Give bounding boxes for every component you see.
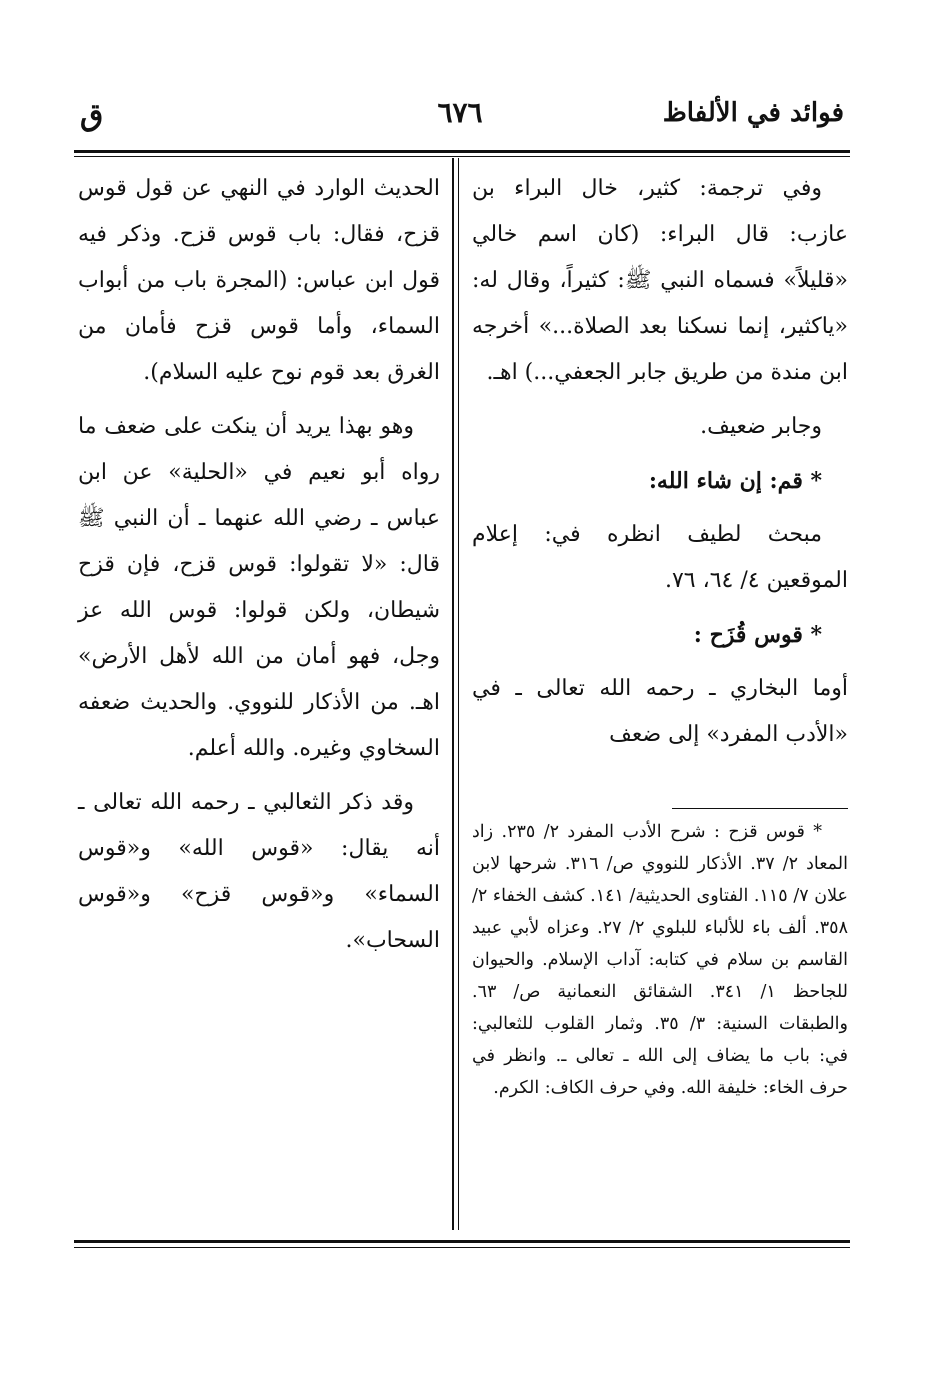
column-divider [452,158,454,1230]
paragraph: أوما البخاري ـ رحمه الله تعالى ـ في «الأدب المفرد» إلى ضعف [472,676,848,747]
paragraph: وقد ذكر الثعالبي ـ رحمه الله تعالى ـ أنه يقال: «قوس الله» و«قوس السماء» و«قوس قزح» و«قوس السحاب». [78,790,440,953]
footnotes [472,816,848,1104]
section-letter: ق [80,98,104,133]
paragraph: وجابر ضعيف. [700,414,822,439]
running-head: فوائد في الألفاظ [662,98,844,128]
footnote-rule [672,808,848,809]
left-column [78,166,440,964]
right-column [472,166,848,758]
page-number: ٦٧٦ [437,96,483,129]
header-rule [74,150,850,153]
footnote: * قوس قزح : شرح الأدب المفرد ٢/ ٢٣٥. زاد المعاد ٢/ ٣٧. الأذكار للنووي ص/ ٣١٦. شرحها لابن علان ٧/ ١١٥. الفتاوى الحديثية/ ١٤١. كشف الخفاء ٢/ ٣٥٨. ألف باء للألباء للبلوي ٢/ ٢٧. وعزاه لأبي عبيد القاسم بن سلام في كتابه: آداب الإسلام. والحيوان للجاحظ ١/ ٣٤١. الشقائق النعمانية ص/ ٦٣. والطبقات السنية: ٣/ ٣٥. وثمار القلوب للثعالبي: في: باب ما يضاف إلى الله ـ تعالى ـ. وانظر في حرف الخاء: خليفة الله. وفي حرف الكاف: الكرم. [472,822,848,1098]
paragraph: الحديث الوارد في النهي عن قول قوس قزح، فقال: باب قوس قزح. وذكر فيه قول ابن عباس: (المجرة باب من أبواب السماء، وأما قوس قزح فأمان من الغرق بعد قوم نوح عليه السلام). [78,176,440,385]
paragraph: وفي ترجمة: كثير، خال البراء بن عازب: قال البراء: (كان اسم خالي «قليلاً» فسماه النبي ﷺ: كثيراً، وقال له: «ياكثير، إنما نسكنا بعد الصلاة...» أخرجه ابن مندة من طريق جابر الجعفي...) اهـ. [472,176,848,385]
footer-rule-thin [74,1247,850,1248]
column-divider-thin [458,158,459,1230]
page-header [70,96,850,144]
entry-heading: * قوس قُزَح : [693,622,822,648]
header-rule-thin [74,156,850,157]
paragraph: مبحث لطيف انظره في: إعلام الموقعين ٤/ ٦٤، ٧٦. [472,522,848,593]
paragraph: وهو بهذا يريد أن ينكت على ضعف ما رواه أبو نعيم في «الحلية» عن ابن عباس ـ رضي الله عنهما ـ أن النبي ﷺ قال: «لا تقولوا: قوس قزح، فإن قزح شيطان، ولكن قولوا: قوس الله عز وجل، فهو أمان من الله لأهل الأرض» اهـ. من الأذكار للنووي. والحديث ضعفه السخاوي وغيره. والله أعلم. [78,414,440,761]
entry-heading: * قم: إن شاء الله: [648,468,822,494]
footer-rule [74,1240,850,1243]
